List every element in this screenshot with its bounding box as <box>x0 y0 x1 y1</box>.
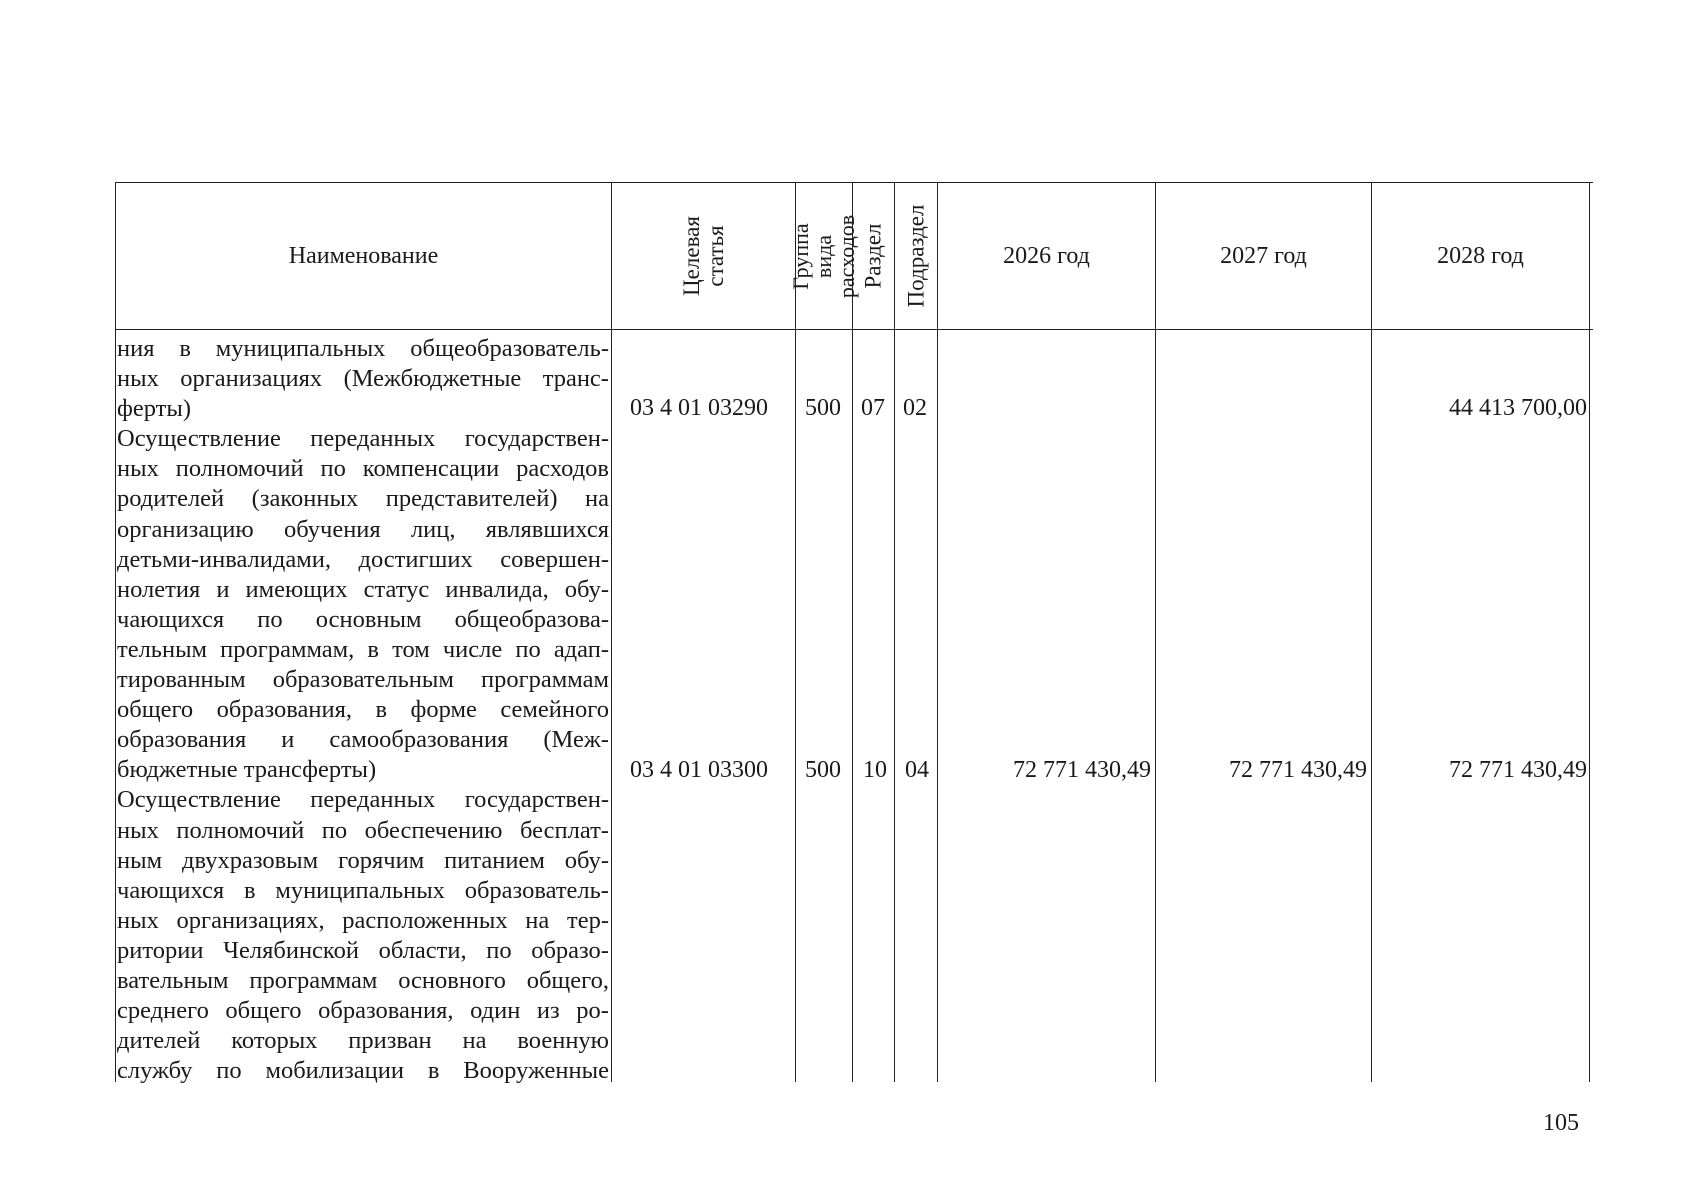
name-line: детьми-инвалидами, достигших совершен- <box>117 545 609 573</box>
row1-2028: 44 413 700,00 <box>1449 395 1587 421</box>
name-line: чающихся в муниципальных образователь- <box>117 876 609 904</box>
name-line: службу по мобилизации в Вооруженные <box>117 1057 609 1085</box>
name-line: бюджетные трансферты) <box>117 756 377 784</box>
name-line: ных организациях, расположенных на тер- <box>117 906 609 934</box>
header-subsection: Подраздел <box>903 204 929 308</box>
name-line: образования и самообразования (Меж- <box>117 726 609 754</box>
name-line: Осуществление переданных государствен- <box>117 786 609 814</box>
header-2028: 2028 год <box>1437 243 1524 269</box>
row2-section: 10 <box>863 757 887 783</box>
name-line: ния в муниципальных общеобразователь- <box>117 335 609 362</box>
name-line: организацию обучения лиц, являвшихся <box>117 515 609 543</box>
name-line: тельным программам, в том числе по адап- <box>117 635 609 663</box>
name-line: нолетия и имеющих статус инвалида, обу- <box>117 575 609 603</box>
header-name: Наименование <box>288 243 439 269</box>
row1-section: 07 <box>861 395 885 421</box>
header-group: Группа вида расходов <box>788 214 860 298</box>
header-2027: 2027 год <box>1220 243 1307 269</box>
row2-subsection: 04 <box>905 757 929 783</box>
page-number: 105 <box>1543 1110 1579 1136</box>
row2-target: 03 4 01 03300 <box>630 757 768 783</box>
name-line: общего образования, в форме семейного <box>117 696 609 724</box>
header-2026: 2026 год <box>1003 243 1090 269</box>
name-line: вательным программам основного общего, <box>117 966 609 994</box>
row2-2026: 72 771 430,49 <box>1013 757 1151 783</box>
name-line: ферты) <box>117 395 192 423</box>
name-line: ных полномочий по обеспечению бесплат- <box>117 816 609 844</box>
header-section: Раздел <box>860 223 886 289</box>
row1-subsection: 02 <box>903 395 927 421</box>
name-line: ритории Челябинской области, по образо- <box>117 936 609 964</box>
row1-target: 03 4 01 03290 <box>630 395 768 421</box>
row2-group: 500 <box>805 757 841 783</box>
col-border-right <box>1589 182 1590 1082</box>
name-line: родителей (законных представителей) на <box>117 485 609 513</box>
name-line: ным двухразовым горячим питанием обу- <box>117 846 609 874</box>
name-line: чающихся по основным общеобразова- <box>117 605 609 633</box>
header-target: Целевая статья <box>678 216 728 296</box>
name-line: среднего общего образования, один из ро- <box>117 997 609 1025</box>
row1-group: 500 <box>805 395 841 421</box>
row2-2028: 72 771 430,49 <box>1449 757 1587 783</box>
name-line: дителей которых призван на военную <box>117 1027 609 1055</box>
row2-2027: 72 771 430,49 <box>1229 757 1367 783</box>
name-line: Осуществление переданных государствен- <box>117 425 609 453</box>
name-line: ных организациях (Межбюджетные транс- <box>117 365 609 393</box>
name-line: ных полномочий по компенсации расходов <box>117 455 609 483</box>
name-line: тированным образовательным программам <box>117 666 609 694</box>
name-column-text <box>117 334 609 1086</box>
